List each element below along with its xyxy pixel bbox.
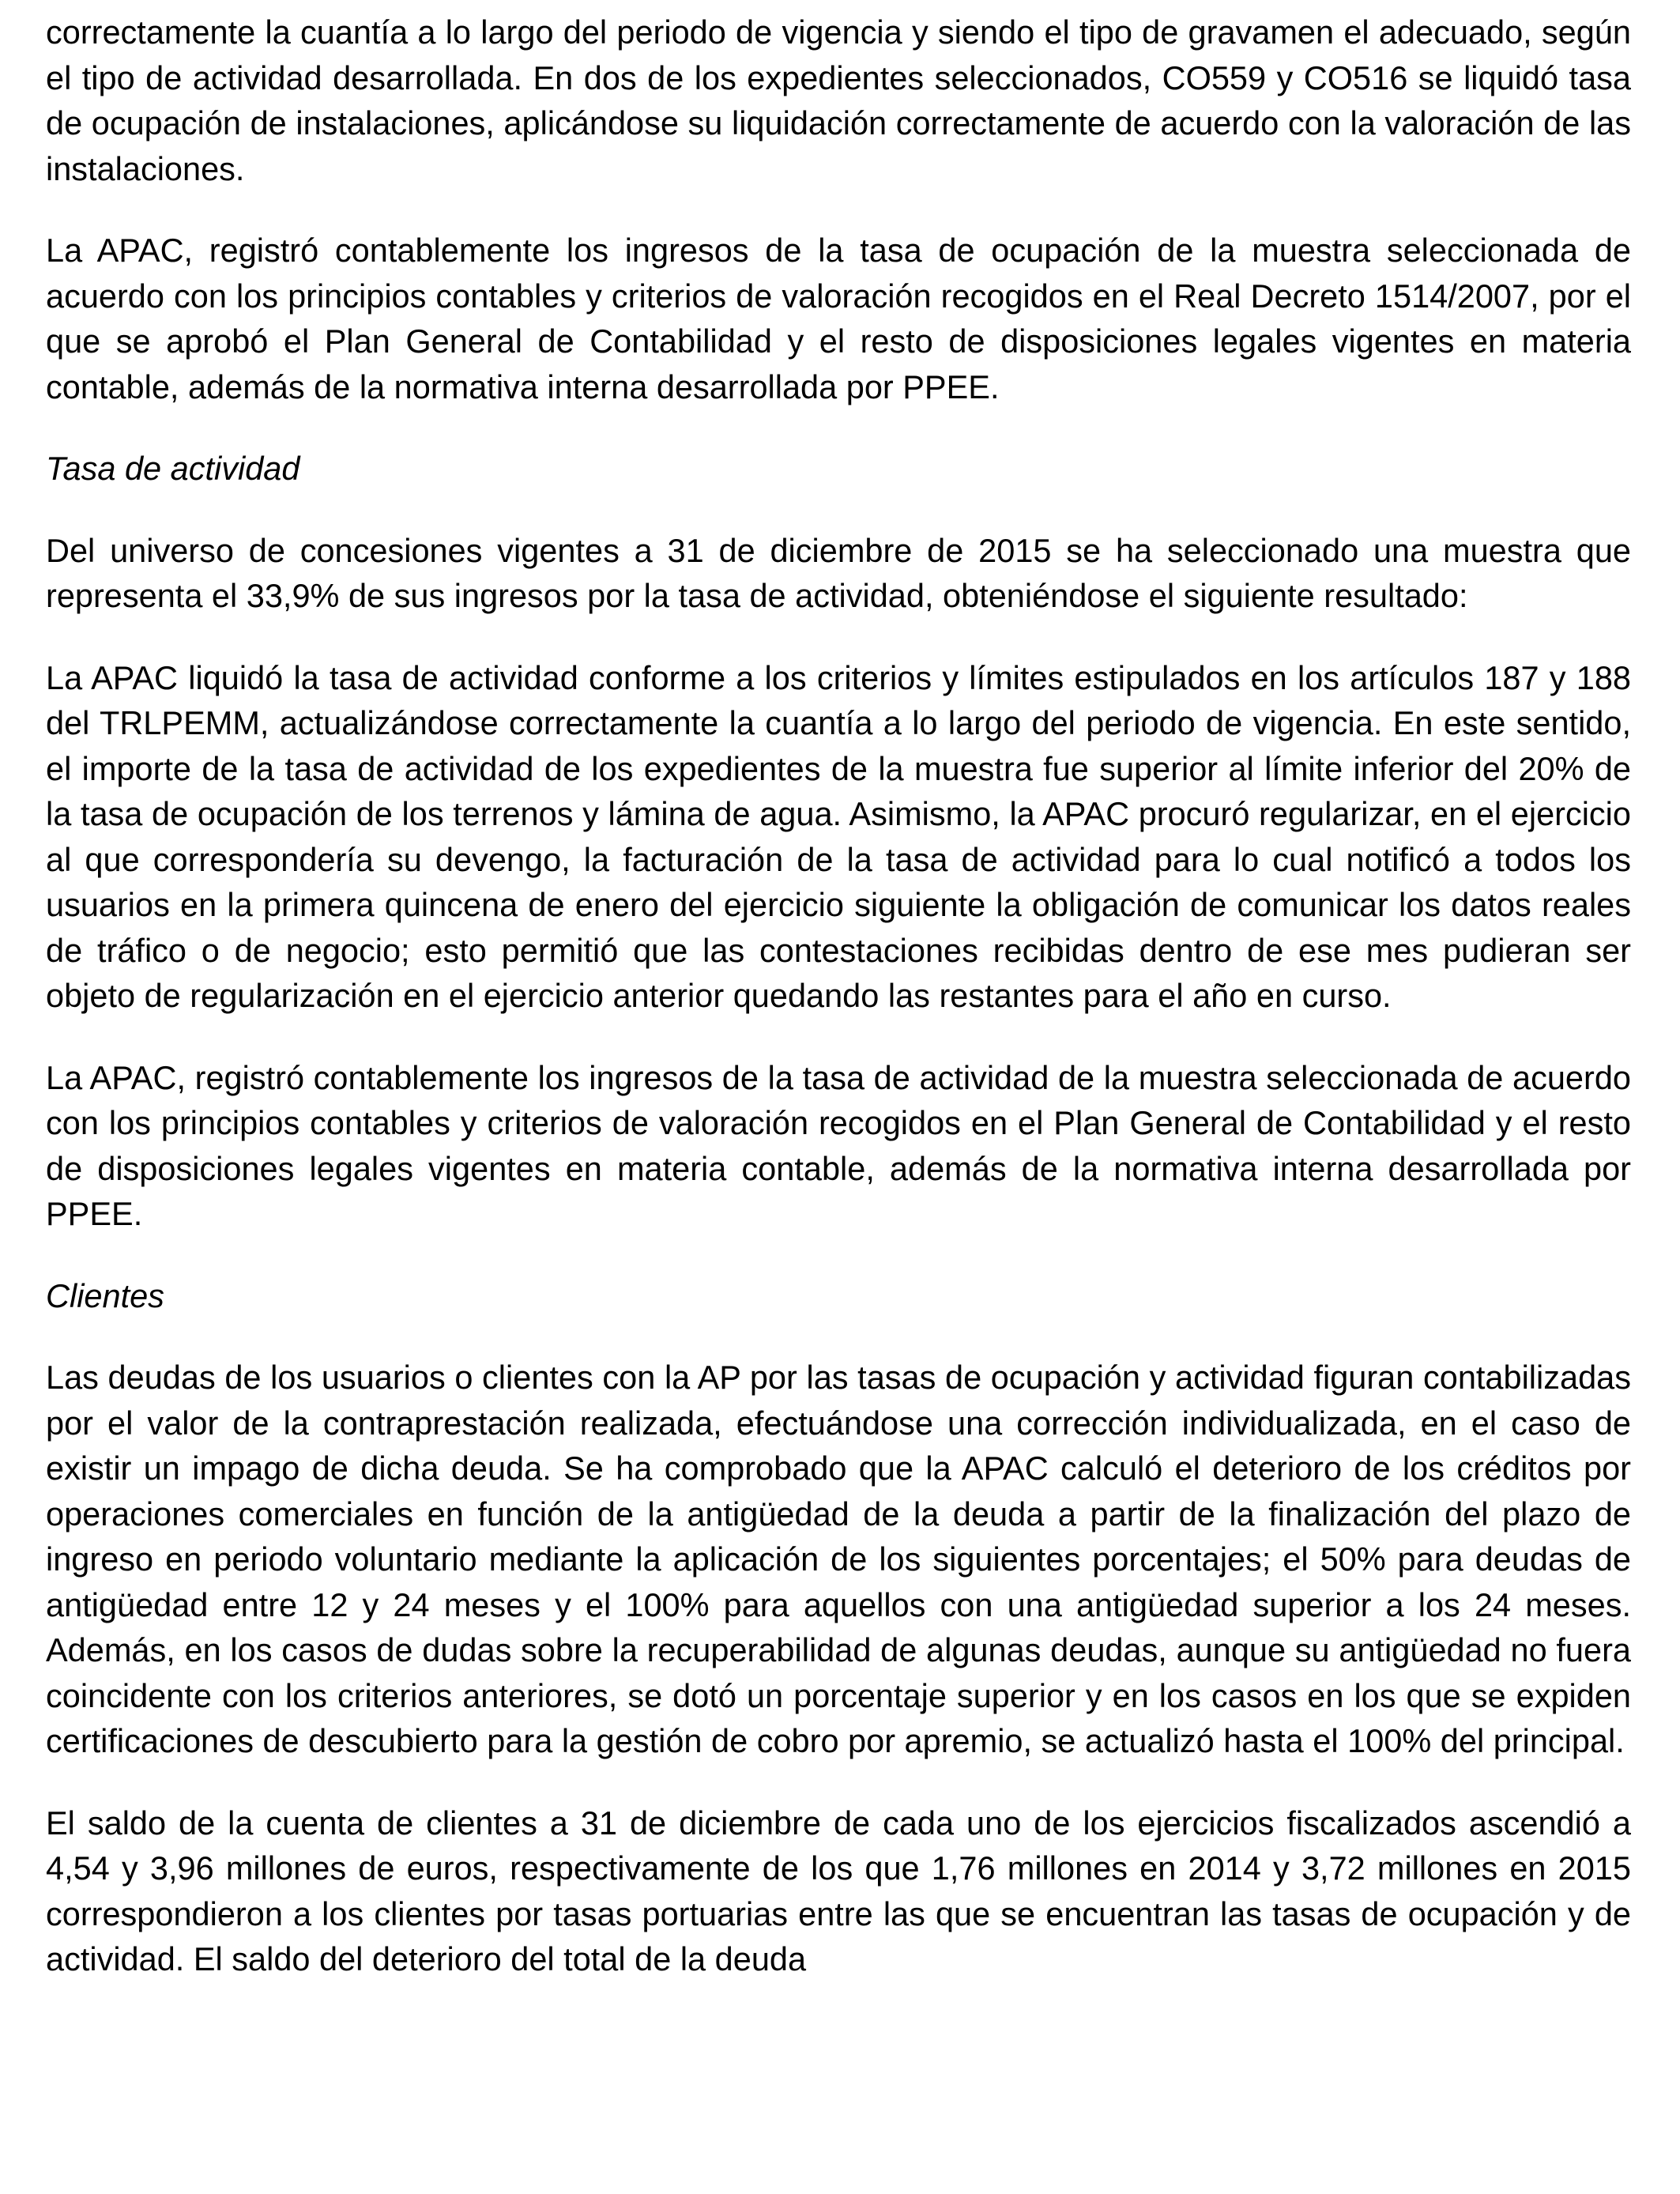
paragraph-gap <box>46 1019 1631 1055</box>
paragraph-gap <box>46 1318 1631 1355</box>
paragraph-gap <box>46 409 1631 446</box>
section-heading-tasa-actividad: Tasa de actividad <box>46 450 300 487</box>
document-page <box>46 0 1631 2194</box>
paragraph-deudas-clientes: Las deudas de los usuarios o clientes con la AP por las tasas de ocupación y actividad figuran contabilizadas por el valor de la contraprestación realizada, efectuándose una corrección individualizada, en el caso de existir un impago de dicha deuda. Se ha comprobado que la APAC calculó el deterioro de los créditos por operaciones comerciales en función de la antigüedad de la deuda a partir de la finalización del plazo de ingreso en periodo voluntario mediante la aplicación de los siguientes porcentajes; el 50% para deudas de antigüedad entre 12 y 24 meses y el 100% para aquellos con una antigüedad superior a los 24 meses. Además, en los casos de dudas sobre la recuperabilidad de algunas deudas, aunque su antigüedad no fuera coincidente con los criterios anteriores, se dotó un porcentaje superior y en los casos en los que se expiden certificaciones de descubierto para la gestión de cobro por apremio, se actualizó hasta el 100% del principal. <box>46 1359 1631 1759</box>
paragraph-saldo-clientes: El saldo de la cuenta de clientes a 31 de diciembre de cada uno de los ejercicios fiscalizados ascendió a 4,54 y 3,96 millones de euros, respectivamente de los que 1,76 millones en 2014 y 3,72 millones en 2015 correspondieron a los clientes por tasas portuarias entre las que se encuentran las tasas de ocupación y de actividad. El saldo del deterioro del total de la deuda <box>46 1804 1631 1977</box>
paragraph-gap <box>46 1237 1631 1273</box>
paragraph-gap <box>46 191 1631 228</box>
paragraph-muestra-actividad: Del universo de concesiones vigentes a 31 de diciembre de 2015 se ha seleccionado una muestra que representa el 33,9% de sus ingresos por la tasa de actividad, obteniéndose el siguiente resultado: <box>46 531 1631 614</box>
paragraph-gap <box>46 619 1631 655</box>
paragraph-liquidacion-actividad: La APAC liquidó la tasa de actividad conforme a los criterios y límites estipulados en los artículos 187 y 188 del TRLPEMM, actualizándose correctamente la cuantía a lo largo del periodo de vigencia. En este sentido, el importe de la tasa de actividad de los expedientes de la muestra fue superior al límite inferior del 20% de la tasa de ocupación de los terrenos y lámina de agua. Asimismo, la APAC procuró regularizar, en el ejercicio al que correspondería su devengo, la facturación de la tasa de actividad para lo cual notificó a todos los usuarios en la primera quincena de enero del ejercicio siguiente la obligación de comunicar los datos reales de tráfico o de negocio; esto permitió que las contestaciones recibidas dentro de ese mes pudieran ser objeto de regularización en el ejercicio anterior quedando las restantes para el año en curso. <box>46 658 1631 1014</box>
paragraph-tasa-ocupacion-liquidacion: correctamente la cuantía a lo largo del periodo de vigencia y siendo el tipo de gravamen el adecuado, según el tipo de actividad desarrollada. En dos de los expedientes seleccionados, CO559 y CO516 se liquidó tasa de ocupación de instalaciones, aplicándose su liquidación correctamente de acuerdo con la valoración de las instalaciones. <box>46 13 1631 187</box>
paragraph-registro-contable-actividad: La APAC, registró contablemente los ingresos de la tasa de actividad de la muestra seleccionada de acuerdo con los principios contables y criterios de valoración recogidos en el Plan General de Contabilidad y el resto de disposiciones legales vigentes en materia contable, además de la normativa interna desarrollada por PPEE. <box>46 1058 1631 1232</box>
paragraph-registro-contable-ocupacion: La APAC, registró contablemente los ingresos de la tasa de ocupación de la muestra seleccionada de acuerdo con los principios contables y criterios de valoración recogidos en el Real Decreto 1514/2007, por el que se aprobó el Plan General de Contabilidad y el resto de disposiciones legales vigentes en materia contable, además de la normativa interna desarrollada por PPEE. <box>46 232 1631 405</box>
section-heading-clientes: Clientes <box>46 1276 164 1314</box>
paragraph-gap <box>46 1764 1631 1800</box>
paragraph-gap <box>46 492 1631 528</box>
